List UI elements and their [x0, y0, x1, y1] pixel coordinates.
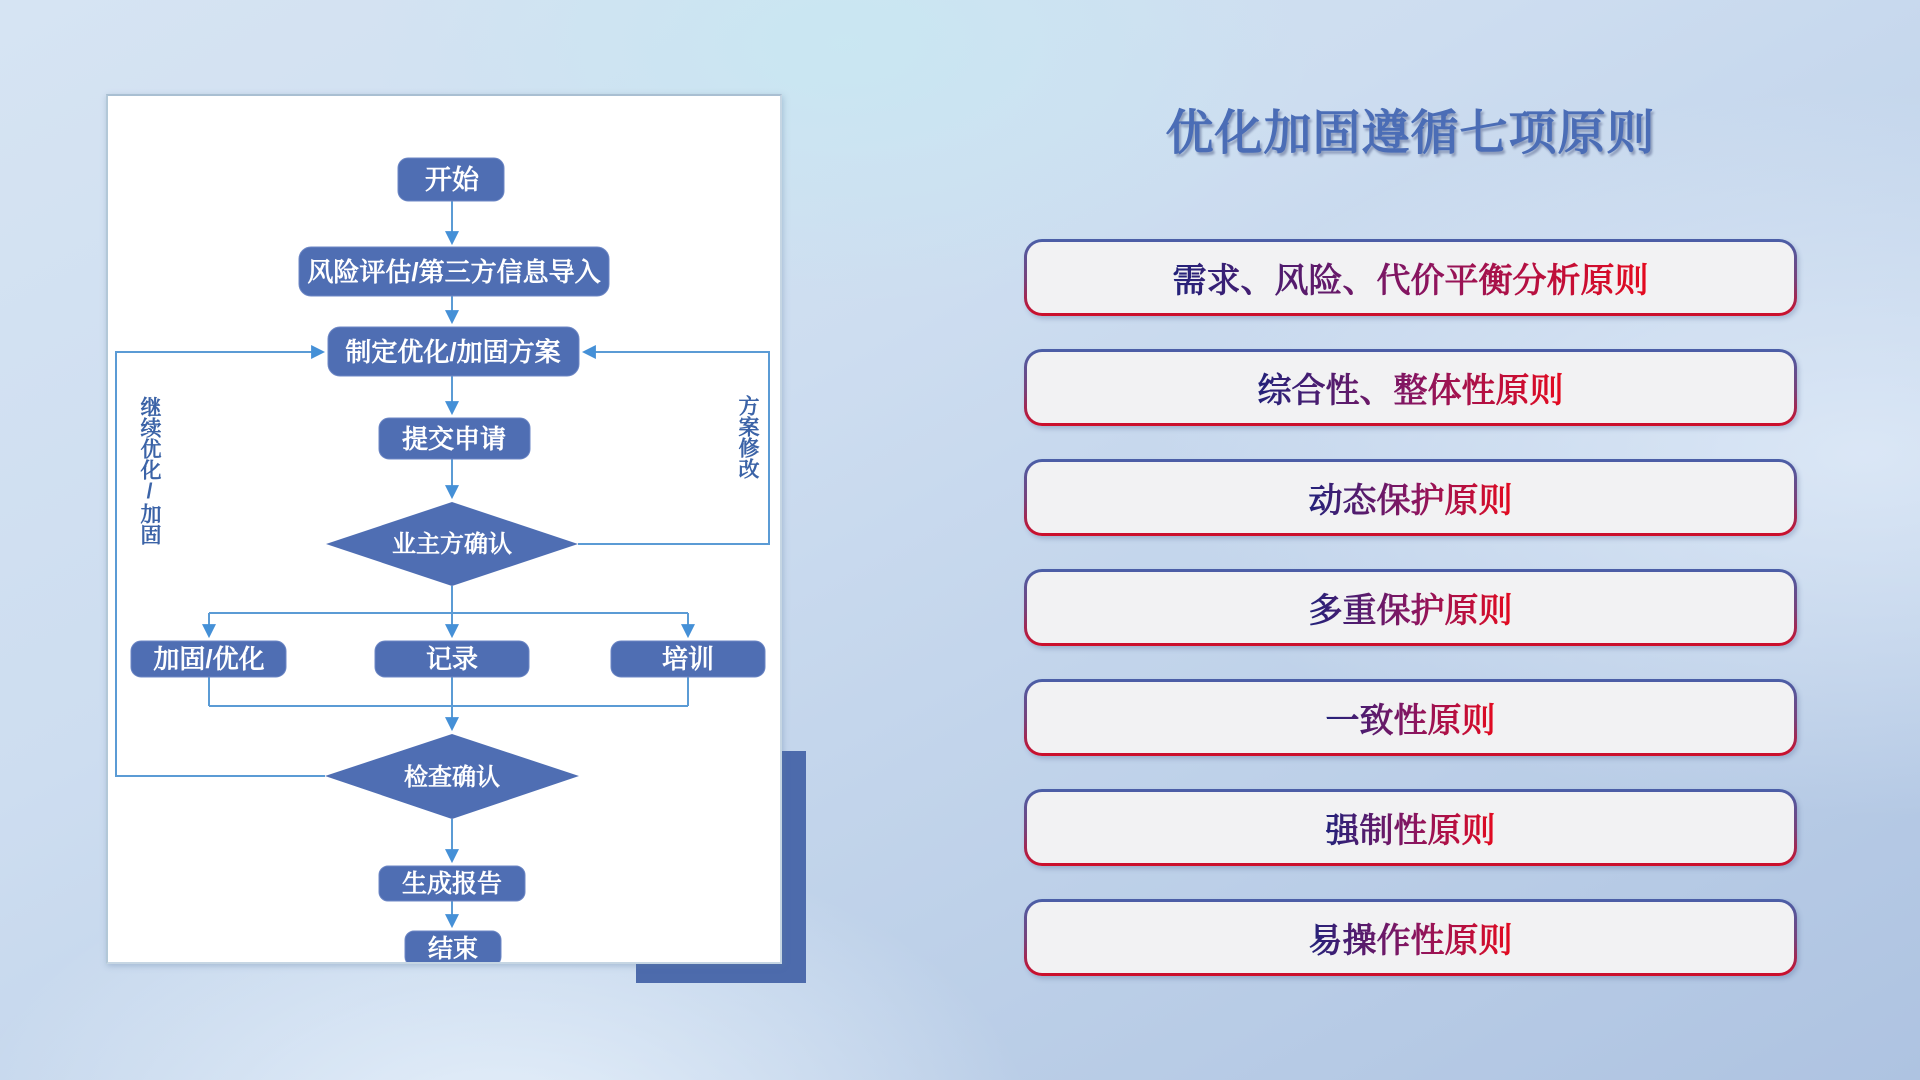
- node-risk-import-label: 风险评估/第三方信息导入: [307, 257, 601, 287]
- principle-box-6: [1024, 789, 1797, 866]
- left-loop-label: 继续优化/加固: [138, 396, 161, 545]
- principle-box-4: [1024, 569, 1797, 646]
- principle-text-5: 一致性原则: [1326, 693, 1496, 742]
- node-record-label: 记录: [425, 644, 479, 674]
- node-make-plan-label: 制定优化/加固方案: [345, 337, 561, 367]
- flowchart-card: [106, 94, 782, 964]
- principle-text-2: 综合性、整体性原则: [1258, 363, 1564, 412]
- flowchart-diagram: [108, 96, 780, 962]
- principle-text-3: 动态保护原则: [1309, 473, 1513, 522]
- principle-box-7: [1024, 899, 1797, 976]
- node-report-label: 生成报告: [401, 870, 503, 898]
- principle-box-5: [1024, 679, 1797, 756]
- principle-text-7: 易操作性原则: [1309, 913, 1513, 962]
- principle-box-1: [1024, 239, 1797, 316]
- node-training-label: 培训: [661, 644, 715, 674]
- node-harden-optimize-label: 加固/优化: [153, 644, 265, 674]
- node-owner-confirm-label: 业主方确认: [392, 531, 512, 558]
- principle-box-2: [1024, 349, 1797, 426]
- principle-box-3: [1024, 459, 1797, 536]
- node-start-label: 开始: [425, 165, 479, 195]
- node-check-confirm-label: 检查确认: [404, 764, 500, 791]
- principles-list: [1024, 239, 1797, 976]
- principle-text-6: 强制性原则: [1326, 803, 1496, 852]
- node-end-label: 结束: [427, 935, 479, 962]
- node-submit-label: 提交申请: [401, 424, 507, 454]
- principle-text-4: 多重保护原则: [1309, 583, 1513, 632]
- principles-panel: [1024, 0, 1797, 1080]
- flow-nodes: [131, 158, 765, 962]
- slide-title: 优化加固遵循七项原则: [1165, 107, 1656, 160]
- right-loop-label: 方案修改: [736, 395, 759, 479]
- principle-text-1: 需求、风险、代价平衡分析原则: [1173, 253, 1649, 302]
